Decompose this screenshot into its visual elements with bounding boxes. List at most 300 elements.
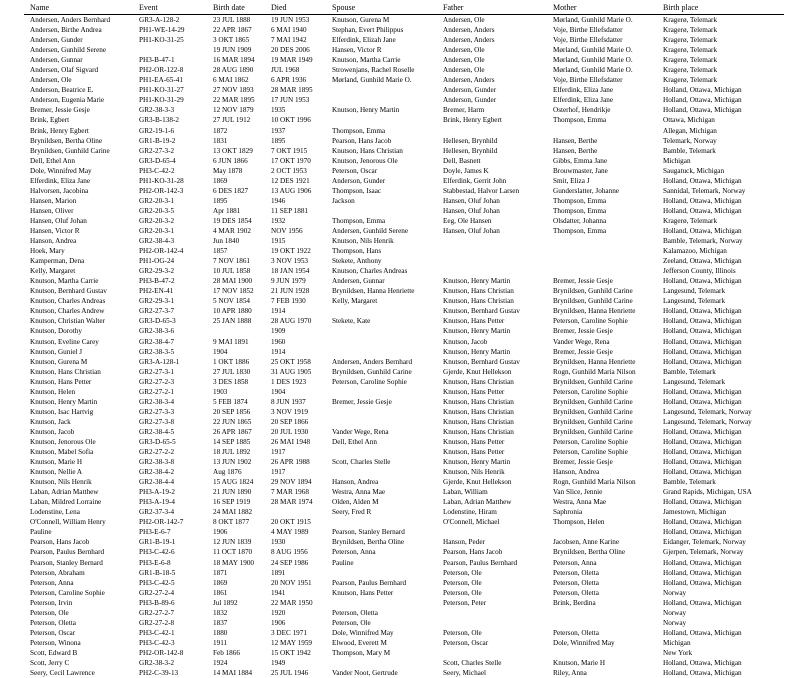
cell-mother: Thompson, Emma [553, 206, 607, 215]
cell-spouse: Scott, Charles Stelle [332, 458, 391, 467]
cell-birth-place: Langesund, Telemark [663, 297, 726, 306]
cell-event: GR2-27-3-1 [139, 367, 175, 376]
cell-father: Scott, Charles Stelle [443, 659, 502, 667]
cell-mother: Peterson, Oletta [553, 568, 599, 577]
cell-birth-place: Holland, Ottawa, Michigan [663, 427, 742, 436]
cell-birth-place: Grand Rapids, Michigan, USA [663, 488, 752, 497]
cell-spouse: Knutson, Jenorous Ole [332, 156, 398, 165]
table-row [24, 377, 784, 387]
cell-event: PH1-KO-31-28 [139, 176, 184, 185]
cell-event: PH2-OR-122-8 [139, 66, 184, 75]
header-name: Name [30, 3, 50, 12]
cell-birth-date: 12 NOV 1879 [213, 106, 254, 115]
cell-birth-date: 12 JUN 1839 [213, 538, 252, 547]
cell-father: Andersen, Ole [443, 56, 485, 65]
cell-event: PH2-OR-142-7 [139, 518, 184, 527]
table-row [24, 326, 784, 336]
cell-spouse: Mørland, Gunhild Marie O. [332, 76, 412, 85]
cell-mother: Brynildsen, Gunhild Carine [553, 377, 633, 386]
cell-birth-place: Kragerø, Telemark [663, 46, 718, 55]
cell-event: GR2-20-3-1 [139, 226, 175, 235]
cell-birth-date: 27 JUL 1830 [213, 367, 251, 376]
cell-father: Peterson, Ole [443, 578, 482, 587]
cell-birth-date: 16 MAR 1894 [213, 56, 255, 65]
cell-birth-date: 1903 [213, 387, 228, 396]
cell-died: 18 JAN 1954 [271, 267, 310, 276]
cell-father: Peterson, Ole [443, 568, 482, 577]
cell-spouse: Olden, Alden M [332, 498, 379, 507]
table-row [24, 226, 784, 236]
cell-spouse: Peterson, Anna [332, 548, 376, 557]
cell-event: GR2-38-3-3 [139, 106, 175, 115]
cell-mother: Peterson, Caroline Sophie [553, 317, 628, 326]
cell-died: 1891 [271, 568, 286, 577]
cell-died: 28 MAR 1895 [271, 86, 313, 95]
cell-birth-place: Holland, Ottawa, Michigan [663, 176, 742, 185]
cell-died: 2 OCT 1953 [271, 166, 307, 175]
cell-mother: Rogn, Gunhild Maria Nilson [553, 367, 636, 376]
cell-birth-date: 22 APR 1867 [213, 26, 252, 35]
cell-birth-place: Holland, Ottawa, Michigan [663, 558, 742, 567]
cell-spouse: Stephan, Evert Philippus [332, 26, 404, 35]
cell-birth-date: 14 MAI 1884 [213, 669, 253, 678]
cell-mother: Brynildsen, Hanna Henriette [553, 357, 636, 366]
cell-name: Andersen, Gunhild Serene [30, 46, 107, 55]
cell-event: GR2-20-3-5 [139, 206, 175, 215]
cell-name: Laban, Mildred Lorraine [30, 498, 102, 507]
cell-name: Hansen, Marion [30, 196, 77, 205]
cell-father: Knutson, Hans Christian [443, 427, 514, 436]
cell-birth-date: 1871 [213, 568, 228, 577]
cell-event: GR2-27-3-8 [139, 417, 175, 426]
cell-mother: Mørland, Gunhild Marie O. [553, 56, 633, 65]
cell-event: PH3-B-89-6 [139, 598, 175, 607]
cell-birth-date: Jul 1892 [213, 598, 238, 607]
cell-died: 1915 [271, 237, 286, 246]
cell-event: PH2-OR-142-4 [139, 247, 184, 256]
table-row [24, 126, 784, 136]
cell-birth-place: Holland, Ottawa, Michigan [663, 387, 742, 396]
cell-event: GR2-38-3-4 [139, 397, 175, 406]
table-row [24, 45, 784, 55]
cell-spouse: Thompson, Emma [332, 126, 386, 135]
cell-died: 19 OKT 1922 [271, 247, 311, 256]
cell-spouse: Jackson [332, 196, 355, 205]
cell-died: 15 OKT 1942 [271, 648, 311, 657]
cell-name: Hansen, Oliver [30, 206, 74, 215]
cell-name: Knutson, Bernhard Gustav [30, 287, 107, 296]
cell-name: Peterson, Caroline Sophie [30, 588, 105, 597]
cell-father: Bremer, Harm [443, 106, 485, 115]
cell-spouse: Bremer, Jessie Gesje [332, 397, 392, 406]
cell-birth-date: 19 DES 1854 [213, 216, 252, 225]
cell-father: Andersen, Ole [443, 66, 485, 75]
cell-birth-date: 22 JUN 1865 [213, 417, 252, 426]
cell-father: Knutson, Nils Henrik [443, 468, 505, 477]
header-event: Event [139, 3, 158, 12]
table-header [24, 2, 784, 14]
cell-event: GR2-38-3-8 [139, 458, 175, 467]
cell-father: Hanson, Peder [443, 538, 485, 547]
cell-name: Andersen, Gunnar [30, 56, 83, 65]
cell-father: Andersen, Ole [443, 46, 485, 55]
cell-event: GR2-20-3-2 [139, 216, 175, 225]
cell-name: Brink, Henry Egbert [30, 126, 89, 135]
cell-name: Knutson, Nellie A [30, 468, 83, 477]
table-row [24, 246, 784, 256]
cell-name: Peterson, Abraham [30, 568, 85, 577]
cell-mother: Van Slice, Jennie [553, 488, 603, 497]
cell-birth-date: 6 JUN 1866 [213, 156, 248, 165]
cell-mother: Vander Wege, Rena [553, 337, 610, 346]
cell-birth-date: May 1878 [213, 166, 243, 175]
cell-birth-date: 22 MAR 1895 [213, 96, 255, 105]
table-row [24, 658, 784, 668]
cell-died: 8 AUG 1956 [271, 548, 308, 557]
cell-name: Scott, Edward B [30, 648, 78, 657]
table-row [24, 296, 784, 306]
cell-birth-place: Michigan [663, 638, 691, 647]
cell-father: Seery, Michael [443, 669, 487, 678]
cell-birth-place: Holland, Ottawa, Michigan [663, 448, 742, 457]
cell-died: 1937 [271, 126, 286, 135]
cell-father: Andersen, Anders [443, 76, 495, 85]
genealogy-table [24, 2, 784, 678]
cell-birth-date: 18 MAY 1900 [213, 558, 255, 567]
cell-event: GR1-B-18-5 [139, 568, 176, 577]
cell-name: Knutson, Hans Christian [30, 367, 101, 376]
table-row [24, 648, 784, 658]
cell-event: PH3-C-42-5 [139, 578, 175, 587]
cell-birth-date: 1880 [213, 628, 228, 637]
cell-birth-place: Holland, Ottawa, Michigan [663, 86, 742, 95]
cell-event: GR3-D-65-3 [139, 317, 176, 326]
cell-mother: Knutson, Marie H [553, 659, 606, 667]
cell-birth-place: Holland, Ottawa, Michigan [663, 226, 742, 235]
cell-spouse: Andersen, Gunnar [332, 277, 385, 286]
cell-name: Knutson, Dorothy [30, 327, 82, 336]
cell-mother: Rogn, Gunhild Maria Nilson [553, 478, 636, 487]
cell-father: Gjerde, Knut Hellekson [443, 478, 512, 487]
cell-name: Knutson, Gurena M [30, 357, 88, 366]
cell-event: PH3-B-47-2 [139, 277, 175, 286]
table-row [24, 306, 784, 316]
cell-father: Stabbestad, Halvor Larsen [443, 186, 520, 195]
header-birth-place: Birth place [663, 3, 699, 12]
cell-died: 7 MAR 1968 [271, 488, 309, 497]
cell-name: Peterson, Oscar [30, 628, 76, 637]
cell-mother: Elferdink, Eliza Jane [553, 86, 614, 95]
cell-event: GR2-27-2-8 [139, 618, 175, 627]
table-row [24, 337, 784, 347]
cell-birth-date: 1 OKT 1886 [213, 357, 250, 366]
cell-birth-place: Kragerø, Telemark [663, 16, 718, 24]
cell-mother: Mørland, Gunhild Marie O. [553, 16, 633, 24]
header-spouse: Spouse [332, 3, 356, 12]
cell-birth-place: Holland, Ottawa, Michigan [663, 277, 742, 286]
cell-birth-date: Apr 1881 [213, 206, 241, 215]
cell-name: Bremer, Jessie Gesje [30, 106, 90, 115]
cell-birth-place: Kragerø, Telemark [663, 26, 718, 35]
table-row [24, 437, 784, 447]
cell-birth-place: Kragerø, Telemark [663, 76, 718, 85]
cell-event: PH3-B-47-1 [139, 56, 175, 65]
cell-birth-date: Jun 1840 [213, 237, 240, 246]
cell-birth-place: Langesund, Telemark [663, 287, 726, 296]
cell-event: PH2-C-39-13 [139, 669, 179, 678]
cell-father: Knutson, Jacob [443, 337, 488, 346]
cell-name: Knutson, Hans Petter [30, 377, 92, 386]
cell-mother: Peterson, Oletta [553, 578, 599, 587]
cell-spouse: Andersen, Anders Bernhard [332, 357, 413, 366]
cell-birth-date: 1924 [213, 659, 228, 667]
cell-birth-place: Michigan [663, 156, 691, 165]
cell-died: 20 DES 2006 [271, 46, 310, 55]
cell-father: Pearson, Paulus Bernhard [443, 558, 518, 567]
cell-birth-place: Holland, Ottawa, Michigan [663, 317, 742, 326]
cell-spouse: Knutson, Henry Martin [332, 106, 400, 115]
cell-birth-place: Sannidal, Telemark, Norway [663, 186, 746, 195]
cell-mother: Gunderslatter, Johanne [553, 186, 619, 195]
cell-mother: Saphronia [553, 508, 583, 517]
cell-name: Peterson, Irvin [30, 598, 73, 607]
cell-birth-place: Gjerpen, Telemark, Norway [663, 548, 744, 557]
header-father: Father [443, 3, 464, 12]
cell-mother: Peterson, Caroline Sophie [553, 448, 628, 457]
cell-died: 4 MAY 1989 [271, 528, 309, 537]
cell-name: Pearson, Hans Jacob [30, 538, 90, 547]
cell-event: PH1-WE-14-29 [139, 26, 185, 35]
cell-name: Dole, Winnifred May [30, 166, 92, 175]
cell-event: PH1-KO-31-29 [139, 96, 184, 105]
cell-died: 1941 [271, 588, 286, 597]
cell-birth-place: Bamble, Telemark, Norway [663, 237, 743, 246]
cell-name: Knutson, Marie H [30, 458, 83, 467]
cell-birth-place: Saugatuck, Michigan [663, 166, 725, 175]
cell-birth-place: Bamble, Telemark [663, 146, 716, 155]
cell-birth-date: 1857 [213, 247, 228, 256]
cell-birth-date: 1904 [213, 347, 228, 356]
cell-birth-date: 9 MAI 1891 [213, 337, 249, 346]
cell-died: 1920 [271, 608, 286, 617]
cell-spouse: Seery, Fred R [332, 508, 372, 517]
cell-spouse: Vander Noot, Gertrude [332, 669, 398, 678]
cell-name: Hanson, Andrea [30, 237, 77, 246]
cell-died: 1932 [271, 216, 286, 225]
cell-name: Knutson, Guniel J [30, 347, 83, 356]
cell-father: Laban, Adrian Matthew [443, 498, 512, 507]
cell-birth-place: Holland, Ottawa, Michigan [663, 578, 742, 587]
cell-birth-place: Norway [663, 588, 687, 597]
cell-birth-place: Holland, Ottawa, Michigan [663, 357, 742, 366]
cell-mother: Elferdink, Eliza Jane [553, 96, 614, 105]
cell-birth-place: Holland, Ottawa, Michigan [663, 669, 742, 678]
cell-birth-place: Holland, Ottawa, Michigan [663, 96, 742, 105]
cell-birth-date: 1832 [213, 608, 228, 617]
cell-event: PH2-OR-142-8 [139, 648, 184, 657]
cell-died: 7 OKT 1915 [271, 146, 308, 155]
cell-event: GR2-38-4-5 [139, 427, 175, 436]
cell-mother: Hansen, Berthe [553, 146, 598, 155]
cell-spouse: Dole, Winnifred May [332, 628, 394, 637]
cell-died: 28 AUG 1970 [271, 317, 312, 326]
cell-birth-place: Kalamazoo, Michigan [663, 247, 727, 256]
cell-birth-date: 15 AUG 1824 [213, 478, 254, 487]
cell-name: Seery, Cecil Lawrence [30, 669, 95, 678]
cell-died: 29 NOV 1894 [271, 478, 312, 487]
table-row [24, 588, 784, 598]
cell-birth-date: 10 JUL 1858 [213, 267, 251, 276]
cell-name: Knutson, Martha Carrie [30, 277, 99, 286]
cell-event: GR2-27-2-7 [139, 608, 175, 617]
table-row [24, 95, 784, 105]
cell-mother: Brynildsen, Gunhild Carine [553, 427, 633, 436]
cell-birth-date: 11 OCT 1870 [213, 548, 253, 557]
cell-father: Knutson, Henry Martin [443, 277, 511, 286]
cell-spouse: Knutson, Martha Carrie [332, 56, 401, 65]
cell-father: Knutson, Hans Petter [443, 437, 505, 446]
cell-name: Dell, Ethel Ann [30, 156, 75, 165]
header-birth-date: Birth date [213, 3, 245, 12]
cell-father: Knutson, Henry Martin [443, 347, 511, 356]
table-row [24, 196, 784, 206]
cell-spouse: Thompson, Hans [332, 247, 382, 256]
cell-birth-date: 18 JUL 1892 [213, 448, 251, 457]
cell-event: GR2-20-3-1 [139, 196, 175, 205]
cell-spouse: Pearson, Stanley Bernard [332, 528, 405, 537]
cell-father: Knutson, Hans Christian [443, 287, 514, 296]
cell-father: Knutson, Hans Christian [443, 407, 514, 416]
cell-died: 21 JUN 1928 [271, 287, 310, 296]
cell-birth-date: 17 NOV 1852 [213, 287, 254, 296]
cell-spouse: Brynildsen, Gunhild Carine [332, 367, 412, 376]
cell-event: GR2-29-3-1 [139, 297, 175, 306]
cell-mother: Bremer, Jessie Gesje [553, 458, 613, 467]
cell-father: Andersen, Anders [443, 26, 495, 35]
cell-name: Knutson, Jenorous Ole [30, 437, 96, 446]
cell-mother: Peterson, Oletta [553, 588, 599, 597]
cell-spouse: Knutson, Gurena M [332, 16, 390, 24]
cell-name: Peterson, Ole [30, 608, 69, 617]
cell-event: PH3-E-6-7 [139, 528, 171, 537]
cell-died: 19 JUN 1953 [271, 16, 310, 24]
cell-mother: Thompson, Emma [553, 116, 607, 125]
cell-mother: Hanson, Andrea [553, 468, 600, 477]
cell-event: PH1-EA-65-41 [139, 76, 183, 85]
table-row [24, 417, 784, 427]
cell-birth-place: Holland, Ottawa, Michigan [663, 437, 742, 446]
cell-event: GR1-B-19-2 [139, 136, 176, 145]
cell-name: Halvorsen, Jacobina [30, 186, 89, 195]
cell-birth-date: 28 AUG 1890 [213, 66, 254, 75]
cell-name: Hansen, Oluf Johan [30, 216, 87, 225]
cell-name: Peterson, Anna [30, 578, 74, 587]
cell-spouse: Peterson, Oscar [332, 166, 378, 175]
cell-father: Hansen, Oluf Johan [443, 196, 500, 205]
cell-name: Kelly, Margaret [30, 267, 76, 276]
cell-name: Hansen, Victor R [30, 226, 80, 235]
table-row [24, 347, 784, 357]
cell-event: GR2-27-2-4 [139, 588, 175, 597]
cell-father: Knutson, Hans Petter [443, 387, 505, 396]
cell-died: 25 OKT 1958 [271, 357, 311, 366]
cell-name: Anderson, Eugenia Marie [30, 96, 105, 105]
cell-birth-place: Holland, Ottawa, Michigan [663, 106, 742, 115]
cell-birth-date: 16 SEP 1919 [213, 498, 251, 507]
cell-birth-date: 13 OKT 1829 [213, 146, 253, 155]
cell-name: Knutson, Christian Walter [30, 317, 105, 326]
cell-died: 9 JUN 1979 [271, 277, 306, 286]
cell-mother: Brouwmaster, Jane [553, 166, 608, 175]
cell-father: Peterson, Ole [443, 628, 482, 637]
cell-birth-place: Bamble, Telemark [663, 367, 716, 376]
cell-died: 24 SEP 1986 [271, 558, 309, 567]
table-row [24, 397, 784, 407]
cell-spouse: Knutson, Hans Christian [332, 146, 403, 155]
cell-event: GR2-38-3-6 [139, 327, 175, 336]
cell-died: 1914 [271, 307, 286, 316]
cell-father: Anderson, Gunder [443, 96, 497, 105]
cell-mother: Brynildsen, Gunhild Carine [553, 287, 633, 296]
cell-father: O'Connell, Michael [443, 518, 500, 527]
cell-spouse: Knutson, Hans Petter [332, 588, 394, 597]
cell-died: 20 JUL 1930 [271, 427, 309, 436]
cell-event: GR2-27-2-1 [139, 387, 175, 396]
table-row [24, 457, 784, 467]
cell-event: GR2-27-2-2 [139, 448, 175, 457]
cell-birth-place: Holland, Ottawa, Michigan [663, 337, 742, 346]
cell-birth-place: Kragerø, Telemark [663, 36, 718, 45]
cell-birth-place: Holland, Ottawa, Michigan [663, 307, 742, 316]
table-row [24, 156, 784, 166]
cell-father: Dell, Basnett [443, 156, 481, 165]
cell-mother: Mørland, Gunhild Marie O. [553, 46, 633, 55]
cell-event: GR3-B-138-2 [139, 116, 179, 125]
cell-name: Anderson, Beatrice E. [30, 86, 94, 95]
cell-birth-place: Jamestown, Michigan [663, 508, 727, 517]
cell-died: 3 NOV 1919 [271, 407, 309, 416]
cell-birth-date: 23 JUL 1888 [213, 16, 251, 24]
cell-name: Lodenstine, Lena [30, 508, 80, 517]
table-row [24, 568, 784, 578]
cell-father: Pearson, Hans Jacob [443, 548, 503, 557]
cell-birth-place: Holland, Ottawa, Michigan [663, 397, 742, 406]
cell-died: 8 JUN 1937 [271, 397, 306, 406]
cell-mother: Voje, Birthe Ellefsdatter [553, 36, 623, 45]
cell-name: Knutson, Nils Henrik [30, 478, 92, 487]
cell-mother: Brynildsen, Gunhild Carine [553, 407, 633, 416]
table-row [24, 55, 784, 65]
table-row [24, 136, 784, 146]
cell-birth-place: Langesund, Telemark, Norway [663, 407, 752, 416]
cell-name: Andersen, Olaf Sigvard [30, 66, 99, 75]
cell-birth-place: Holland, Ottawa, Michigan [663, 458, 742, 467]
table-row [24, 477, 784, 487]
cell-spouse: Vander Wege, Rena [332, 427, 389, 436]
cell-birth-date: 1869 [213, 176, 228, 185]
cell-birth-date: 1906 [213, 528, 228, 537]
cell-event: GR2-38-3-2 [139, 659, 175, 667]
cell-mother: Peterson, Oletta [553, 628, 599, 637]
cell-spouse: Dell, Ethel Ann [332, 437, 377, 446]
cell-birth-date: 4 MAR 1902 [213, 226, 251, 235]
cell-father: Knutson, Hans Christian [443, 397, 514, 406]
table-row [24, 537, 784, 547]
cell-event: GR2-38-4-3 [139, 237, 175, 246]
table-row [24, 497, 784, 507]
table-row [24, 105, 784, 115]
cell-name: Andersen, Ole [30, 76, 72, 85]
